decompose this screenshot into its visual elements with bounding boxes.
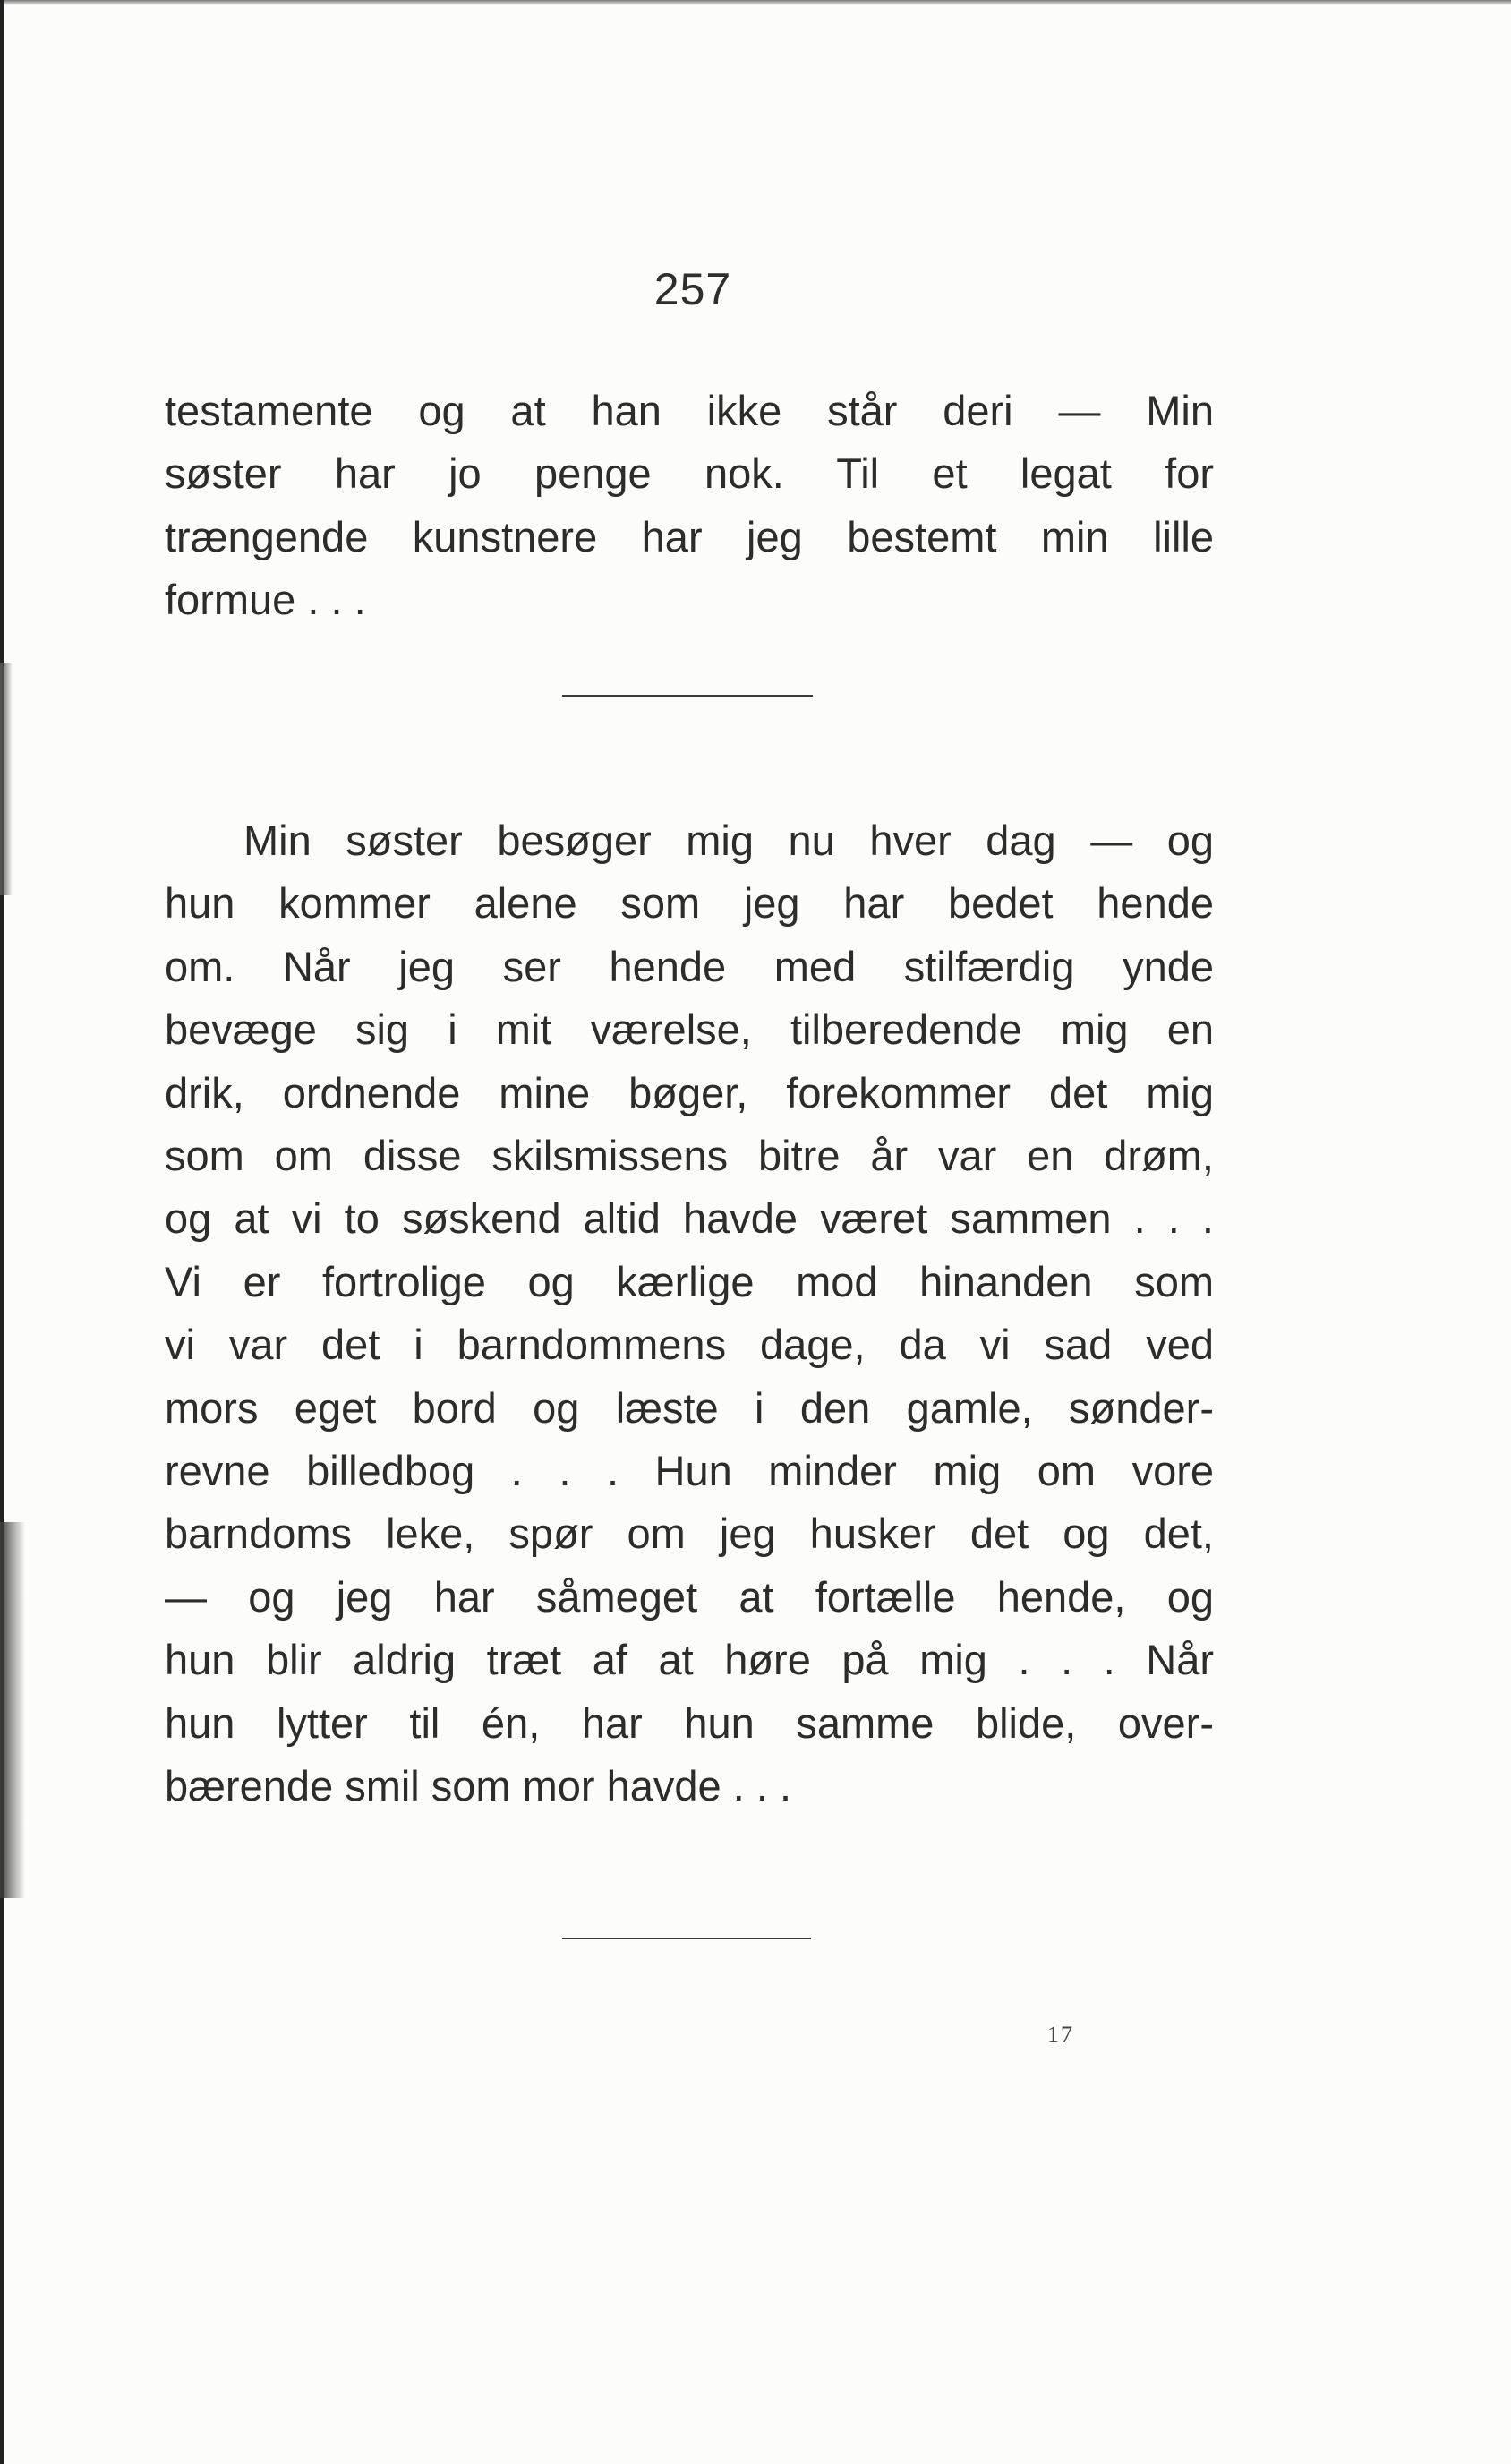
paragraph-2 [165, 809, 1214, 1818]
section-divider [562, 695, 813, 697]
text-line: hun kommer alene som jeg har bedet hende [165, 879, 1214, 928]
page-left-edge [0, 0, 4, 2464]
page-top-edge [0, 0, 1511, 5]
text-line: hun blir aldrig træt af at høre på mig . . . Når [165, 1636, 1214, 1684]
binding-shadow-upper [0, 663, 13, 895]
text-line: bevæge sig i mit værelse, tilberedende mig en [165, 1005, 1214, 1054]
text-line: mors eget bord og læste i den gamle, sønder- [165, 1383, 1214, 1432]
section-divider [562, 1938, 811, 1939]
text-line: vi var det i barndommens dage, da vi sad ved [165, 1321, 1214, 1369]
text-line: drik, ordnende mine bøger, forekommer det mig [165, 1068, 1214, 1116]
binding-shadow-lower [0, 1522, 25, 1898]
page-number: 257 [653, 264, 732, 314]
text-line: formue . . . [165, 576, 366, 624]
signature-mark: 17 [1047, 2022, 1074, 2048]
text-line: hun lytter til én, har hun samme blide, over- [165, 1698, 1214, 1747]
text-line: som om disse skilsmissens bitre år var en drøm, [165, 1132, 1214, 1180]
text-line: søster har jo penge nok. Til et legat for [165, 449, 1214, 498]
text-line: — og jeg har såmeget at fortælle hende, og [165, 1572, 1214, 1621]
text-line: testamente og at han ikke står deri — Min [165, 387, 1214, 434]
paragraph-1 [165, 380, 1214, 632]
text-line: trængende kunstnere har jeg bestemt min lille [165, 512, 1214, 560]
text-line: bærende smil som mor havde . . . [165, 1762, 792, 1810]
text-line: Vi er fortrolige og kærlige mod hinanden som [165, 1257, 1214, 1305]
text-line: Min søster besøger mig nu hver dag — og [243, 817, 1214, 864]
text-line: revne billedbog . . . Hun minder mig om vore [165, 1447, 1214, 1495]
text-line: barndoms leke, spør om jeg husker det og det, [165, 1510, 1214, 1558]
text-line: og at vi to søskend altid havde været sammen . . . [165, 1194, 1214, 1243]
text-line: om. Når jeg ser hende med stilfærdig ynde [165, 942, 1214, 990]
